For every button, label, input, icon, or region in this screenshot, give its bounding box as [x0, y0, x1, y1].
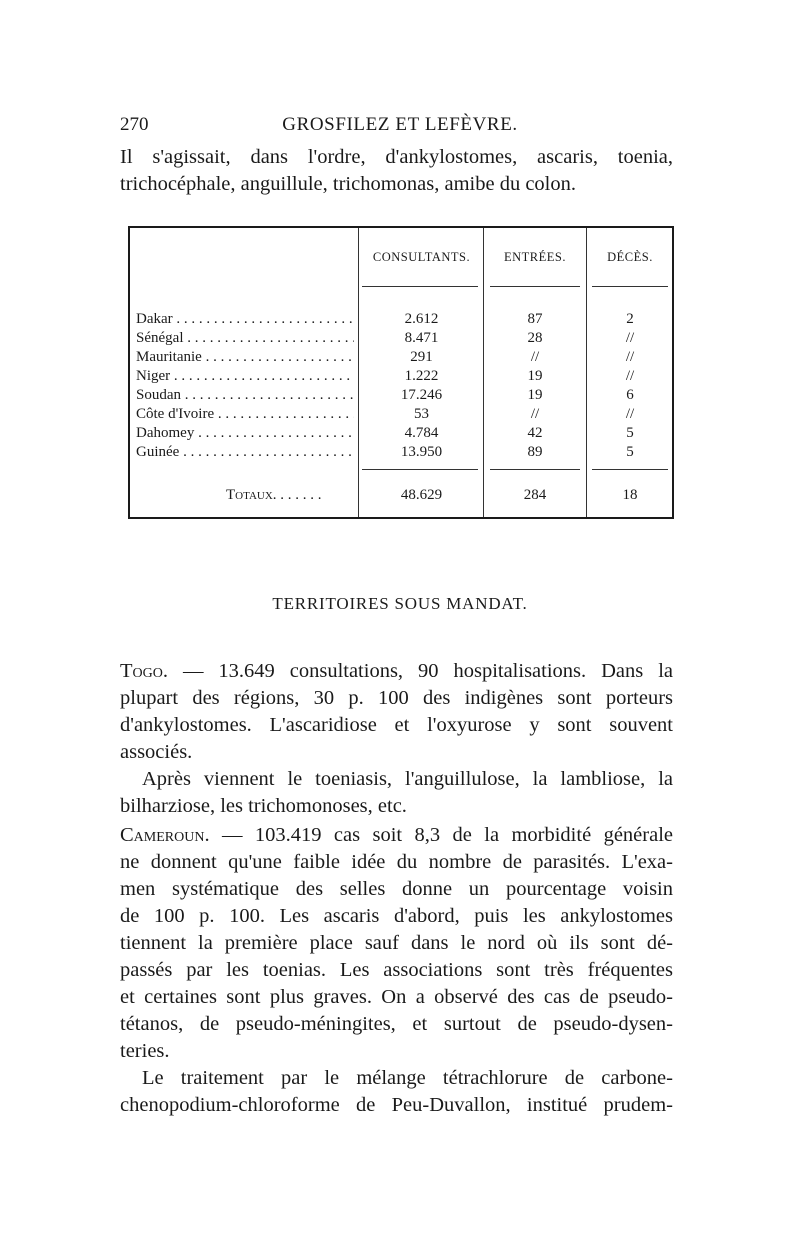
consultants-value: 53 — [414, 406, 429, 422]
togo-paragraph — [120, 658, 673, 820]
header-deces: DÉCÈS. — [607, 250, 653, 264]
cameroun-paragraph — [120, 822, 673, 1119]
table-row — [130, 405, 676, 424]
text-line: de 100 p. 100. Les ascaris d'abord, puis les ankylostomes — [120, 905, 673, 927]
text-line: et certaines sont plus graves. On a observé des cas de pseudo- — [120, 986, 673, 1008]
text-line: plupart des régions, 30 p. 100 des indigènes sont porteurs — [120, 687, 673, 709]
totals-rule — [592, 469, 668, 470]
running-title: GROSFILEZ ET LEFÈVRE. — [282, 114, 518, 135]
text-line: teries. — [120, 1040, 170, 1062]
intro-paragraph — [120, 144, 673, 198]
cameroun-heading: Cameroun. — [120, 824, 210, 846]
entrees-value: 89 — [527, 444, 543, 460]
entrees-value: 28 — [527, 330, 543, 346]
text-run: — 13.649 consultations, 90 hospitalisations. Dans la — [167, 660, 673, 682]
deces-value: 5 — [626, 444, 634, 460]
text-line: tiennent la première place sauf dans le nord où ils sont dé- — [120, 932, 673, 954]
region-name: Guinée . . . — [136, 443, 354, 462]
region-name: Côte d'Ivoire . . . — [136, 405, 354, 424]
table-row — [130, 443, 676, 462]
region-name: Mauritanie . . . — [136, 348, 354, 367]
region-name: Niger . . . — [136, 367, 354, 386]
region-name: Dahomey . . . — [136, 424, 354, 443]
totals-row — [130, 484, 676, 506]
page-header — [120, 114, 680, 144]
region-name: Dakar . . . — [136, 310, 354, 329]
table-row — [130, 348, 676, 367]
entrees-value: 42 — [527, 425, 543, 441]
table-row — [130, 386, 676, 405]
entrees-value: 19 — [527, 387, 543, 403]
header-consultants: CONSULTANTS. — [372, 250, 471, 264]
deces-value: 2 — [626, 311, 634, 327]
header-rule — [592, 286, 668, 287]
consultants-value: 4.784 — [404, 425, 439, 441]
deces-value: 6 — [626, 387, 634, 403]
text-line: associés. — [120, 741, 193, 763]
totals-consultants: 48.629 — [400, 487, 443, 503]
text-line: ne donnent qu'une faible idée du nombre de parasités. L'exa- — [120, 851, 673, 873]
region-name: Soudan . . . — [136, 386, 354, 405]
deces-value: // — [625, 349, 635, 365]
text-line: Il s'agissait, dans l'ordre, d'ankylostomes, ascaris, toenia, — [120, 146, 673, 168]
text-line: passés par les toenias. Les associations sont très fréquentes — [120, 959, 673, 981]
totals-rule — [362, 469, 478, 470]
text-line: chenopodium-chloroforme de Peu-Duvallon, institué prudem- — [120, 1094, 673, 1116]
page-number: 270 — [120, 114, 149, 135]
consultants-value: 13.950 — [400, 444, 443, 460]
totals-label: Totaux. . . . . . . — [226, 487, 322, 503]
consultants-value: 8.471 — [404, 330, 439, 346]
header-entrees: ENTRÉES. — [504, 250, 566, 264]
entrees-value: 19 — [527, 368, 543, 384]
text-line: bilharziose, les trichomonoses, etc. — [120, 795, 407, 817]
section-title: TERRITOIRES SOUS MANDAT. — [272, 594, 528, 613]
header-rule — [362, 286, 478, 287]
table-row — [130, 367, 676, 386]
text-line: Après viennent le toeniasis, l'anguillulose, la lambliose, la — [142, 768, 673, 790]
deces-value: // — [625, 330, 635, 346]
text-line: d'ankylostomes. L'ascaridiose et l'oxyurose y sont souvent — [120, 714, 673, 736]
header-rule — [490, 286, 580, 287]
table-row — [130, 310, 676, 329]
togo-heading: Togo. — [120, 660, 168, 682]
entrees-value: // — [530, 349, 540, 365]
statistics-table — [128, 226, 674, 519]
text-run: — 103.419 cas soit 8,3 de la morbidité générale — [209, 824, 673, 846]
text-line: tétanos, de pseudo-méningites, et surtout de pseudo-dysen- — [120, 1013, 673, 1035]
text-line: trichocéphale, anguillule, trichomonas, amibe du colon. — [120, 173, 576, 195]
deces-value: // — [625, 406, 635, 422]
consultants-value: 291 — [410, 349, 433, 365]
region-name: Sénégal . . . — [136, 329, 354, 348]
consultants-value: 2.612 — [404, 311, 439, 327]
text-line: men systématique des selles donne un pourcentage voisin — [120, 878, 673, 900]
entrees-value: 87 — [527, 311, 543, 327]
deces-value: // — [625, 368, 635, 384]
totals-rule — [490, 469, 580, 470]
totals-deces: 18 — [622, 487, 638, 503]
text-line — [120, 822, 673, 849]
deces-value: 5 — [626, 425, 634, 441]
entrees-value: // — [530, 406, 540, 422]
table-row — [130, 424, 676, 443]
consultants-value: 1.222 — [404, 368, 439, 384]
text-line: Le traitement par le mélange tétrachlorure de carbone- — [142, 1067, 673, 1089]
table-row — [130, 329, 676, 348]
consultants-value: 17.246 — [400, 387, 443, 403]
text-line — [120, 658, 673, 685]
totals-entrees: 284 — [523, 487, 547, 503]
